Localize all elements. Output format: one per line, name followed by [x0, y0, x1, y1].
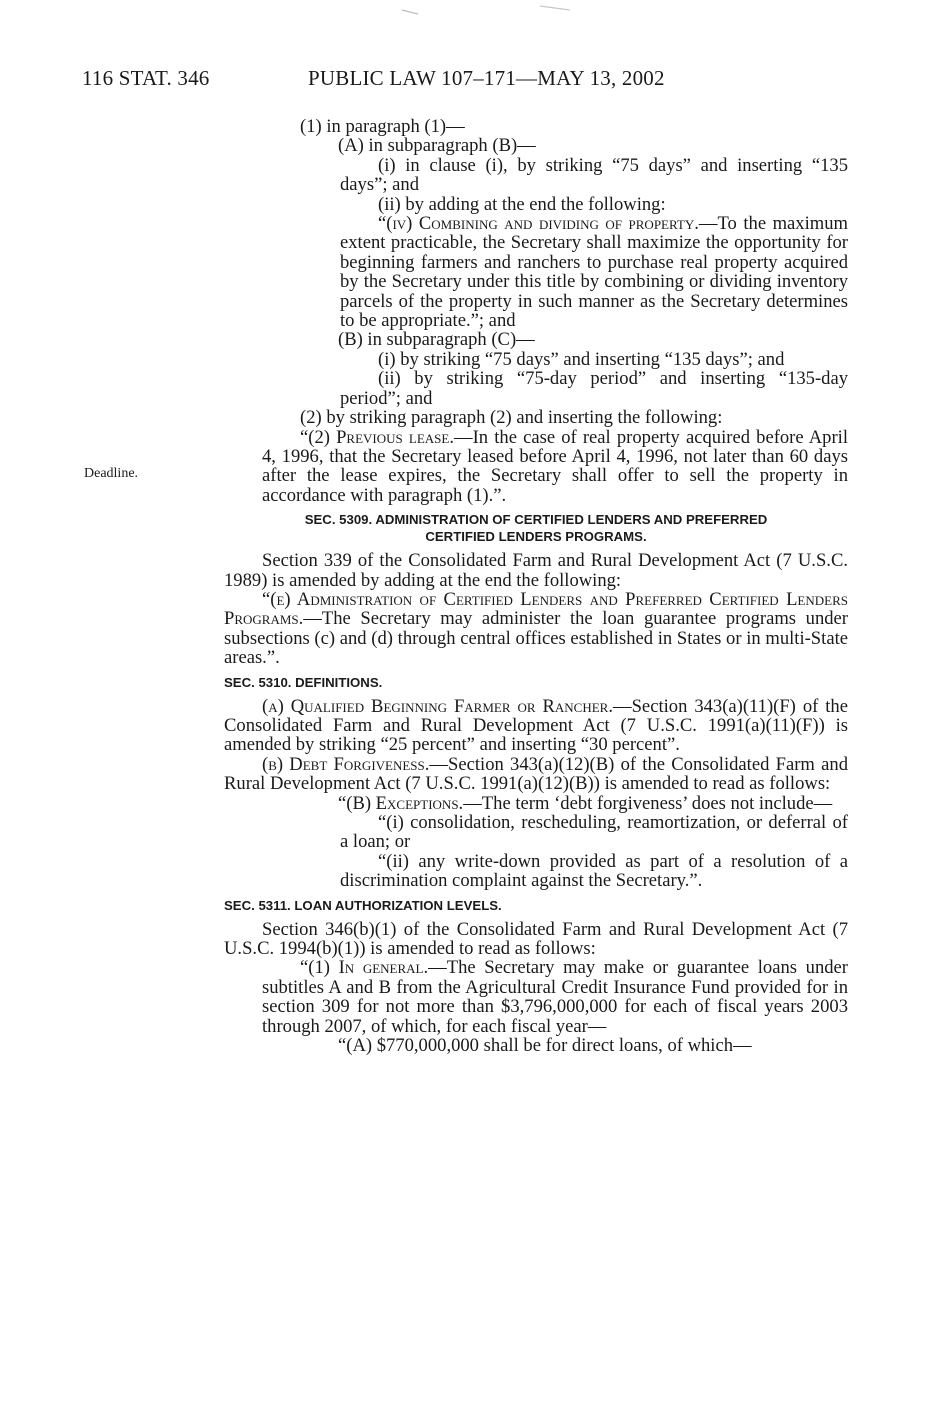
section-text: —Section 343(a)(11)(F) of the Consolidated Farm and Rural Development Act (7 U.S.C. 1991(a)(11)(F)) is amended by striking “25 percent” and inserting “30 percent”. — [224, 695, 848, 756]
section-paragraph — [224, 697, 848, 755]
law-title: PUBLIC LAW 107–171—MAY 13, 2002 — [308, 66, 665, 90]
subsection-caption: “(e) Administration of Certified Lenders and Preferred Certified Lenders Programs. — [224, 588, 848, 630]
section-text: —Section 343(a)(12)(B) of the Consolidated Farm and Rural Development Act (7 U.S.C. 1991(a)(12)(B)) is amended to read as follows: — [224, 753, 848, 795]
amendment-line: (ii) by striking “75-day period” and inserting “135-day period”; and — [340, 368, 848, 409]
section-paragraph: Section 346(b)(1) of the Consolidated Farm and Rural Development Act (7 U.S.C. 1994(b)(1)) is amended to read as follows: — [224, 918, 848, 960]
section-paragraph: “(A) $770,000,000 shall be for direct loans, of which— — [338, 1035, 752, 1057]
scan-artifact — [390, 4, 580, 18]
section-heading: SEC. 5310. DEFINITIONS. — [224, 674, 383, 690]
amendment-text: —In the case of real property acquired before April 4, 1996, that the Secretary leased before April 4, 1996, not later than 60 days after the lease expires, the Secretary shall offer to sell the property in accordance with paragraph (1).”. — [262, 426, 848, 506]
section-heading: SEC. 5311. LOAN AUTHORIZATION LEVELS. — [224, 897, 502, 913]
document-body — [224, 117, 848, 1055]
section-heading-line: SEC. 5309. ADMINISTRATION OF CERTIFIED LENDERS AND PREFERRED — [304, 512, 768, 528]
amendment-line: (i) by striking “75 days” and inserting “135 days”; and — [378, 348, 785, 370]
subsection-caption: “(2) Previous lease. — [300, 426, 454, 448]
amendment-text: —To the maximum extent practicable, the Secretary shall maximize the opportunity for beginning farmers and ranchers to purchase real property acquired by the Secretary under this title by combining or dividing inventory parcels of the property in such manner as the Secretary determines to be appropriate.”; and — [340, 213, 848, 332]
amendment-line — [224, 428, 848, 506]
section-paragraph — [224, 755, 848, 794]
amendment-line — [224, 214, 848, 330]
amendment-text: (i) in clause (i), by striking “75 days” and inserting “135 days”; and — [340, 154, 848, 196]
amendment-line: (B) in subparagraph (C)— — [338, 329, 535, 351]
section-text: —The Secretary may administer the loan guarantee programs under subsections (c) and (d) through central offices established in States or in multi-State areas.”. — [224, 608, 848, 669]
subsection-caption: “(iv) Combining and dividing of property. — [378, 213, 699, 235]
amendment-line: (1) in paragraph (1)— — [300, 116, 465, 137]
amendment-line: (ii) by adding at the end the following: — [378, 193, 666, 215]
section-heading-line: CERTIFIED LENDERS PROGRAMS. — [425, 529, 647, 545]
section-paragraph: Section 339 of the Consolidated Farm and Rural Development Act (7 U.S.C. 1989) is amended by adding at the end the following: — [224, 550, 848, 591]
amendment-line: (A) in subparagraph (B)— — [338, 135, 536, 157]
section-paragraph — [224, 958, 848, 1036]
section-heading — [224, 511, 848, 545]
section-paragraph: “(i) consolidation, rescheduling, reamortization, or deferral of a loan; or — [340, 812, 848, 853]
section-paragraph — [224, 590, 848, 668]
subsection-caption: (b) Debt Forgiveness. — [262, 753, 430, 775]
section-paragraph: “(ii) any write-down provided as part of a resolution of a discrimination complaint against the Secretary.”. — [340, 850, 848, 892]
amendment-line — [224, 156, 848, 195]
margin-note-deadline: Deadline. — [84, 466, 139, 481]
subsection-caption: “(1) In general. — [300, 957, 429, 979]
stat-reference: 116 STAT. 346 — [82, 66, 210, 90]
section-text: —The Secretary may make or guarantee loans under subtitles A and B from the Agricultural Credit Insurance Fund provided for in section 309 for not more than $3,796,000,000 for each of fiscal years 2003 through 2007, of which, for each fiscal year— — [262, 957, 848, 1037]
section-paragraph — [224, 794, 848, 813]
subsection-caption: (a) Qualified Beginning Farmer or Rancher. — [262, 695, 613, 717]
section-text: —The term ‘debt forgiveness’ does not include— — [463, 792, 833, 814]
amendment-line: (2) by striking paragraph (2) and inserting the following: — [300, 407, 723, 429]
subsection-caption: “(B) Exceptions. — [338, 792, 464, 814]
page-header — [82, 66, 862, 96]
